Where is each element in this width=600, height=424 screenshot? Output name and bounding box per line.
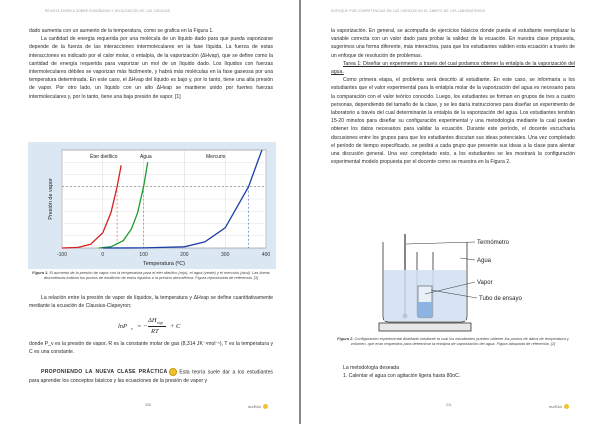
thermometer-label: Termómetro — [477, 240, 510, 246]
left-page — [0, 0, 299, 424]
logo-icon — [263, 404, 268, 409]
left-body-text — [29, 27, 273, 101]
x-tick-label: 400 — [261, 252, 271, 258]
paragraph: La relación entre la presión de vapor de líquidos, la temperatura y ΔHvap se define cuantitativamente mediante la ecuación de Clausius-Clapeyron; — [29, 295, 273, 310]
right-page — [301, 0, 600, 424]
x-axis-label: Temperatura (ºC) — [142, 261, 186, 267]
left-after-figure — [29, 294, 273, 310]
equation-denominator: RT — [151, 328, 159, 335]
paragraph: Esta teoría suele dar a los estudiantes para aprender los conceptos básicos y las ecuaciones de la presión de vapor y — [29, 369, 273, 384]
x-tick-label: -100 — [56, 252, 68, 258]
task-title: Tarea 1: Diseñar un experimento a través del cual podamos obtener la entalpía de la vaporización del agua. — [331, 60, 575, 76]
section-heading: PROPONIENDO LA NUEVA CLASE PRÁCTICA — [41, 369, 168, 376]
y-axis-label: Presión de vapor — [48, 178, 54, 220]
paragraph: La cantidad de energía requerida por una molécula de un líquido dado para que pueda vaporizarse depende de la fuerza de las interacciones intermoleculares en la fase líquida. La fuerza de estas interacciones es indicado por el calor molar, o entalpía, de la vaporización (ΔHvap), que se define como la cantidad de energía requerida para vaporizar un mol de un líquido dado. Los líquidos con fuerzas intermoleculares débiles se vaporizan más fácilmente, y habrá más moléculas en la fase gaseosa por una temperatura determinada. En este caso, el ΔHvap del líquido es bajo y, por lo tanto, tiene una alta presión de vapor. Por otro lado, un líquido con un alto ΔHvap se mantiene unido por fuertes fuerzas intermoleculares y, por lo tanto, tiene una baja presión de vapor. [1] — [29, 36, 273, 100]
x-tick-label: 200 — [180, 252, 189, 258]
methodology-section — [331, 364, 575, 380]
figure-label: Figura 2. — [337, 336, 354, 341]
logo-text: eurEka — [248, 403, 261, 409]
legend-entry: Éter dietílico — [90, 154, 118, 160]
list-item: 1. Calentar el agua con agitación ligera hasta 80oC. — [343, 373, 461, 380]
x-tick-label: 0 — [101, 252, 105, 258]
paragraph: dado aumenta con un aumento de la temperatura, como se grafica en la Figura 1. — [29, 28, 214, 34]
methodology-heading: La metodología deseada — [343, 365, 400, 371]
tube-label: Tubo de ensayo — [479, 296, 522, 302]
legend-entry: Mercurio — [206, 154, 226, 160]
equation-numerator: ΔH — [148, 317, 157, 324]
vapor-label: Vapor — [477, 280, 493, 286]
paragraph: la vaporización. En general, se acompaña de ejercicios básicos donde pueda el estudiante reemplazar la variable correcta con un valor dado para probar la validez de la ecuación. En nuestra clase propuesta, sugerimos una forma diferente, más interactiva, para que los estudiantes validen esta ecuación a través de un enfoque de resolución de problemas. — [331, 28, 575, 59]
equation-constant: + C — [170, 323, 181, 330]
journal-logo — [549, 404, 569, 409]
page-number: 211 — [446, 403, 452, 407]
right-body-text — [331, 27, 575, 166]
caption-text: El aumento de la presión de vapor con la temperatura para el éter dietílico (rojo), el agua (verde) y el mercurio (azul). Las líneas discontinuas indican los puntos de ebullición de estos líquidos a la presión atmosférica. Figura reproducida de referencia. [3] — [43, 270, 270, 281]
proposal-section — [29, 368, 273, 385]
caption-text: Configuración experimental diseñada mediante la cual los estudiantes pueden obtener los puntos de datos de temperatura y volumen, que eran requeridos para determinar la entalpía de vaporización del agua. Figura adoptada de referencia. [2] — [350, 336, 569, 347]
equation-numerator-sub: vap — [157, 320, 163, 325]
water-label: Agua — [477, 258, 492, 264]
paragraph: Como primera etapa, el problema será descrito al estudiante. En este caso, se informaría a los estudiantes que el valor experimental para la entalpía molar de la vaporización del agua es necesario para la comparación con el valor teórico conocido. Luego, los estudiantes se forman en grupos de tres a cuatro personas, dependiendo del tamaño de la clase, y se les daría instrucciones para diseñar un experimento de laboratorio a través del cual determinarán la entalpía de la vaporización del agua. Los estudiantes tendrán 15-20 minutos para diseñar su configuración experimental y una metodología mediante la cual puedan obtener los datos necesarios para validar la ecuación. Durante este período, el docente escucharía discusiones entre los grupos para que los estudiantes discutan sus ideas potenciales. Una vez completado el período de tiempo especificado, se pedirá a cada grupo que presente sus ideas a la clase para alentar una discusión general. Una vez completado esto, a los estudiantes se les mostrará la configuración experimental modelo propuesta por el docente como se muestra en la Figura 2. — [331, 77, 575, 166]
logo-icon — [564, 404, 569, 409]
experimental-setup-figure — [365, 230, 535, 334]
clausius-clapeyron-equation: lnP v = − ΔH vap RT + C — [118, 317, 181, 335]
lightbulb-icon — [169, 368, 177, 376]
equation-explanation: donde P_v es la presión de vapor, R es la constante molar de gas (8,314 JK⁻¹mol⁻¹), T es la temperatura y C es una constante. — [29, 341, 273, 356]
x-tick-label: 100 — [139, 252, 148, 258]
figure-label: Figura 1. — [32, 270, 49, 275]
logo-text: eurEka — [549, 403, 562, 409]
figure-1-caption — [29, 270, 273, 280]
equation-lhs: lnP — [118, 323, 128, 330]
running-header-left: REVISTA EUREKA SOBRE ENSEÑANZA Y DIVULGACIÓN DE LAS CIENCIAS — [45, 9, 171, 13]
page-number: 308 — [145, 403, 151, 407]
journal-logo — [248, 404, 268, 409]
vapor-pressure-chart — [28, 142, 276, 269]
running-header-right: ENFOQUE POR COMPETENCIAS EN LAS CIENCIAS EN EL ÁMBITO DE LOS LABORATORIOS — [331, 9, 486, 13]
figure-2-caption — [331, 336, 575, 346]
x-tick-label: 300 — [221, 252, 230, 258]
legend-entry: Agua — [140, 154, 152, 160]
